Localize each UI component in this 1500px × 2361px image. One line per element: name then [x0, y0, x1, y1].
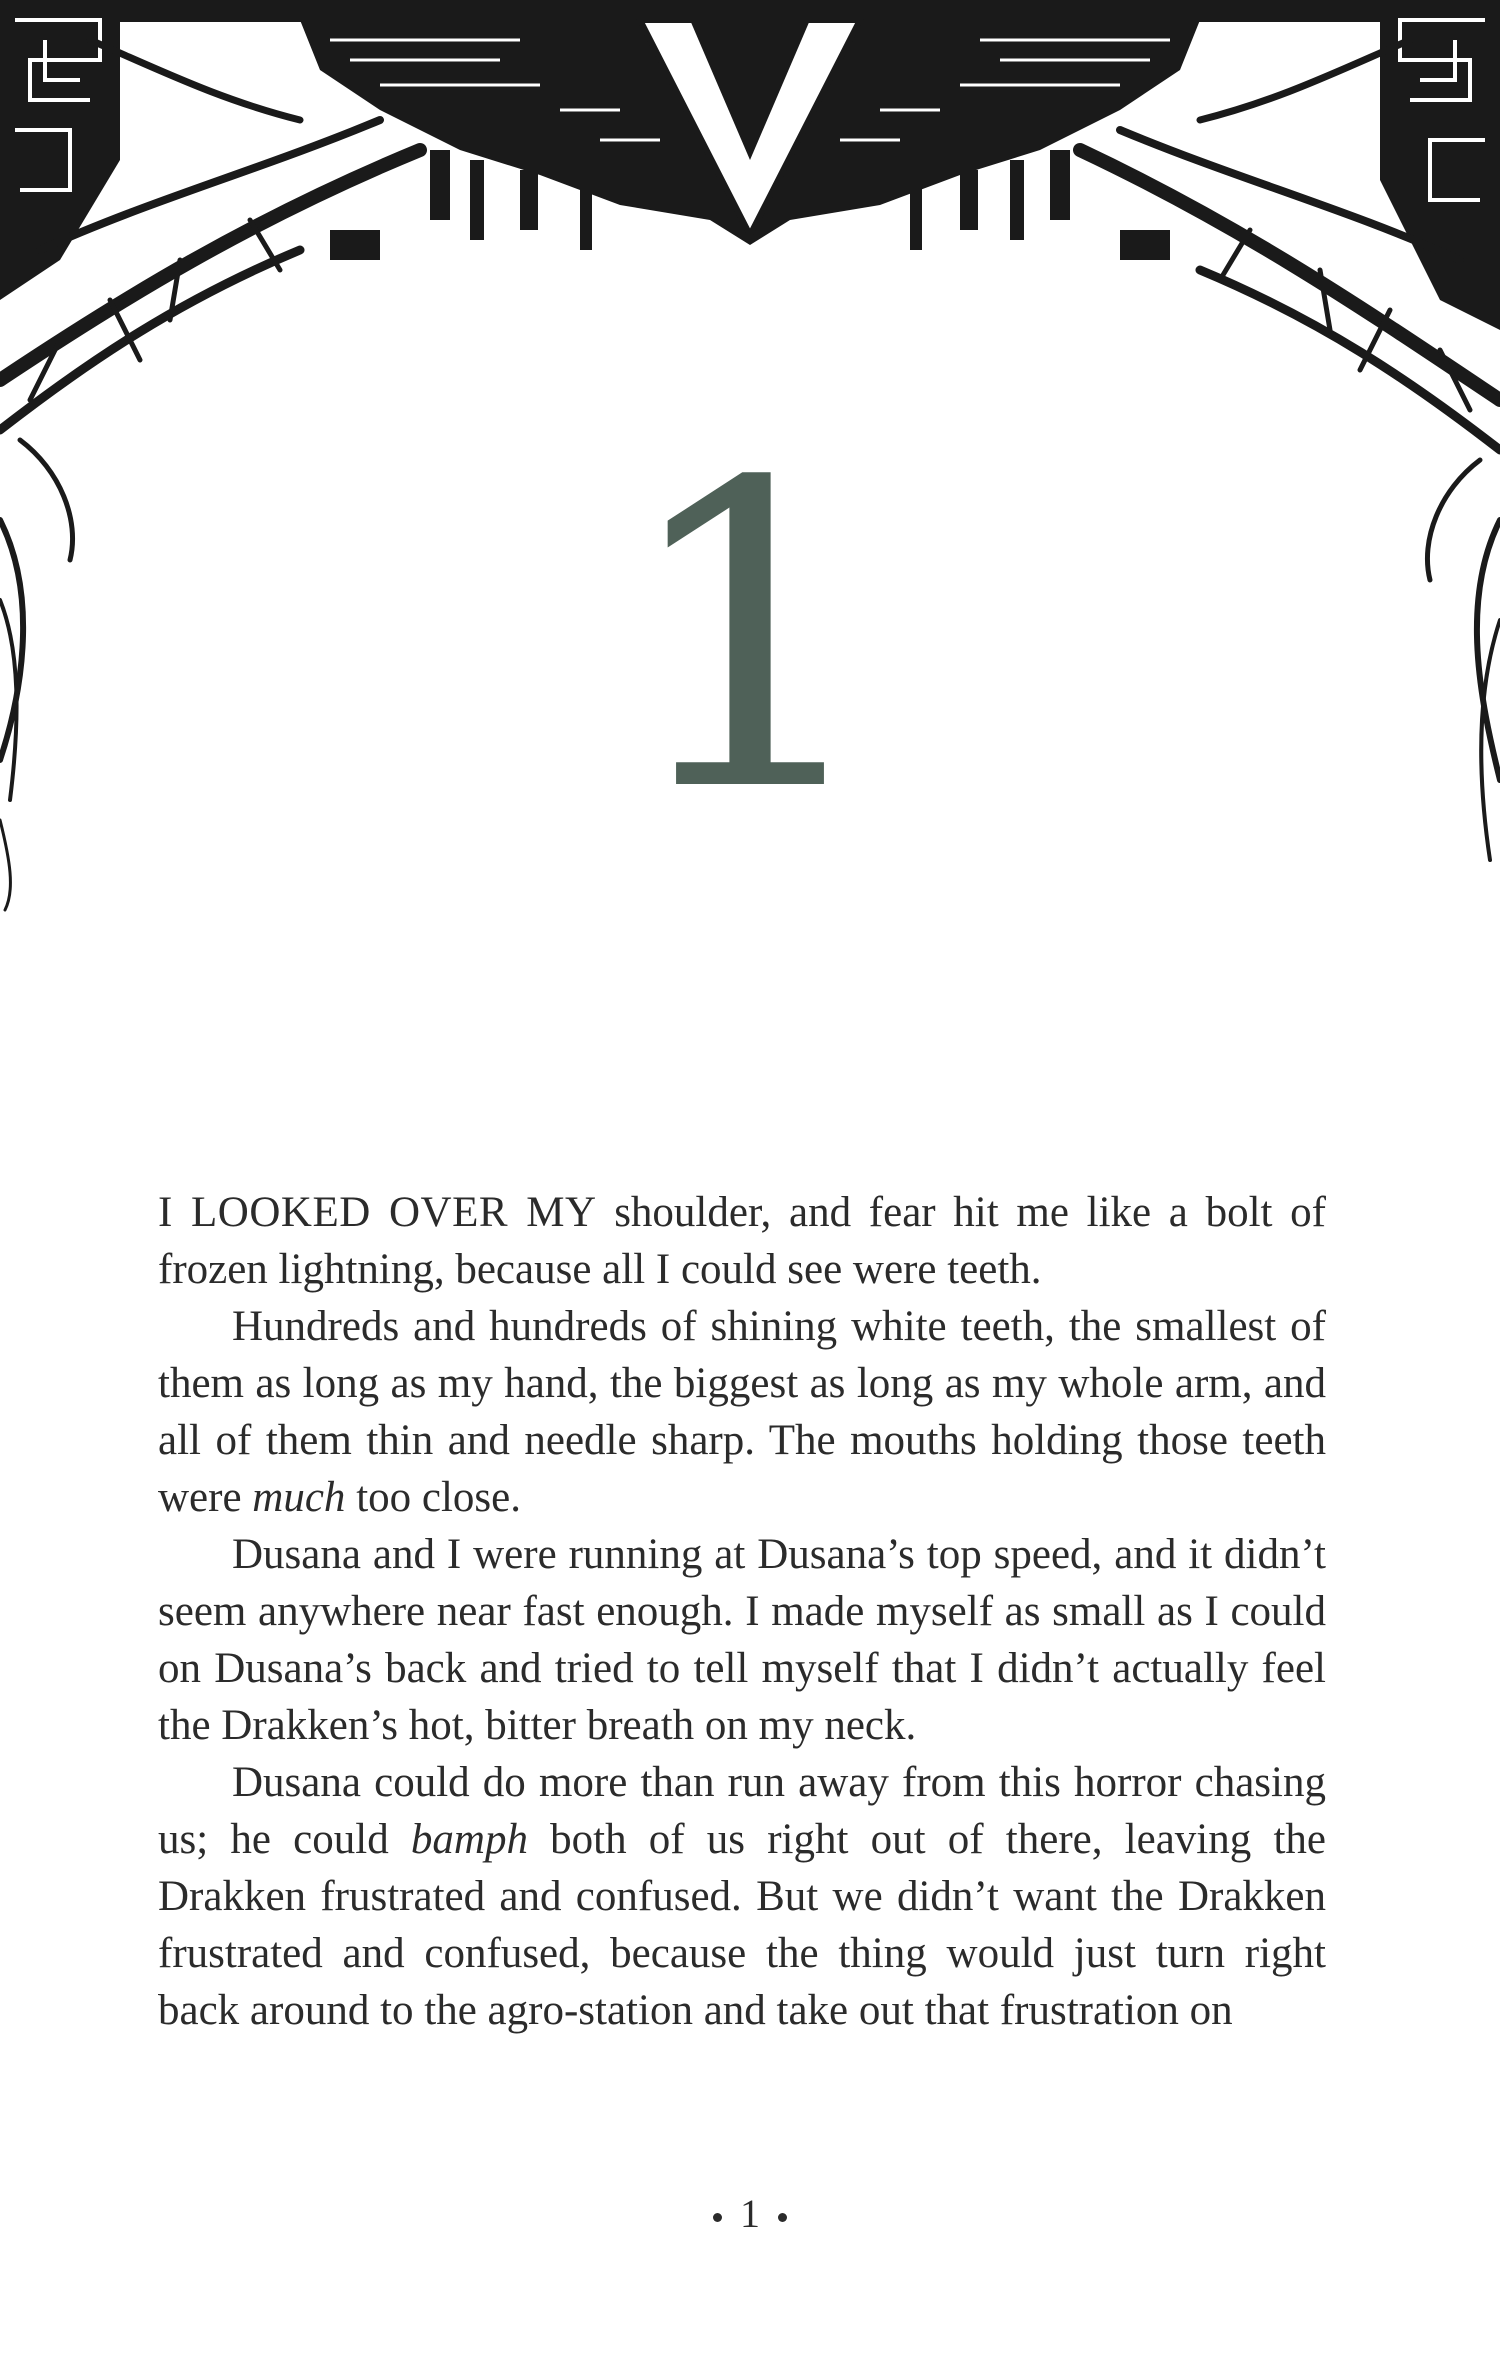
paragraph-text: Hundreds and hundreds of shining white teeth, the smallest of them as long as my hand, the biggest as long as my whole arm, and all of them thin and needle sharp. The mouths holding those teeth were	[158, 1303, 1326, 1521]
paragraph-text: Dusana could do more than run away from this horror chasing us; he could	[158, 1759, 1326, 1863]
paragraph-1	[158, 1184, 1326, 1298]
paragraph-lead-caps: I LOOKED OVER MY	[158, 1189, 597, 1236]
chapter-number: 1	[616, 395, 884, 884]
paragraph-text: Dusana and I were running at Dusana’s top speed, and it didn’t seem anywhere near fast enough. I made myself as small as I could on Dusana’s back and tried to tell myself that I didn’t actually feel the Drakken’s hot, bitter breath on my neck.	[158, 1531, 1326, 1749]
paragraph-text: too close.	[345, 1474, 521, 1521]
emphasis-text: much	[252, 1474, 346, 1521]
page-number: 1	[740, 2191, 760, 2236]
body-text	[158, 1184, 1326, 2039]
page-folio	[0, 2190, 1500, 2237]
paragraph-4	[158, 1754, 1326, 2039]
folio-dot-left	[713, 2213, 722, 2222]
paragraph-text: shoulder, and fear hit me like a bolt of frozen lightning, because all I could see were teeth.	[158, 1189, 1326, 1293]
paragraph-text: both of us right out of there, leaving the Drakken frustrated and confused. But we didn’t want the Drakken frustrated and confused, because the thing would just turn right back around to the agro-station and take out that frustration on	[158, 1816, 1326, 2034]
paragraph-2	[158, 1298, 1326, 1526]
folio-dot-right	[778, 2213, 787, 2222]
paragraph-3	[158, 1526, 1326, 1754]
emphasis-text: bamph	[410, 1816, 528, 1863]
